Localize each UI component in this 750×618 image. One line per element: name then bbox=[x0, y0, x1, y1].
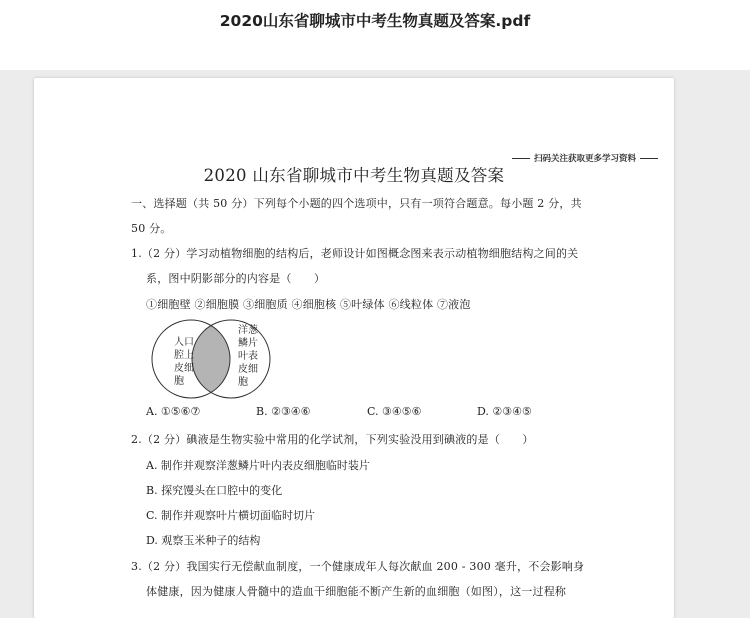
venn-left-label-1: 人口 bbox=[174, 337, 194, 348]
watermark-dash-left bbox=[512, 158, 530, 159]
document-filename: 2020山东省聊城市中考生物真题及答案.pdf bbox=[219, 12, 531, 30]
watermark-dash-right bbox=[640, 158, 658, 159]
venn-left-label-3: 皮细 bbox=[174, 363, 194, 374]
q1-stem-line1: 1.（2 分）学习动植物细胞的结构后，老师设计如图概念图来表示动植物细胞结构之间的关 bbox=[131, 247, 579, 260]
q1-option-b: B. ②③④⑥ bbox=[256, 405, 311, 418]
watermark-text: 扫码关注获取更多学习资料 bbox=[534, 154, 637, 164]
venn-left-label-4: 胞 bbox=[174, 376, 184, 387]
q1-option-d: D. ②③④⑤ bbox=[477, 405, 532, 418]
venn-right-label-2: 鳞片 bbox=[238, 338, 258, 349]
q2-stem: 2.（2 分）碘液是生物实验中常用的化学试剂，下列实验没用到碘液的是（ ） bbox=[131, 433, 534, 446]
venn-right-label-5: 胞 bbox=[238, 377, 248, 388]
venn-right-label-4: 皮细 bbox=[238, 364, 258, 375]
q3-stem-line2: 体健康，因为健康人骨髓中的造血干细胞能不断产生新的血细胞（如图），这一过程称 bbox=[146, 585, 567, 598]
q2-option-c: C. 制作并观察叶片横切面临时切片 bbox=[146, 509, 316, 522]
q1-structure-list: ①细胞壁 ②细胞膜 ③细胞质 ④细胞核 ⑤叶绿体 ⑥线粒体 ⑦液泡 bbox=[146, 298, 471, 311]
q2-option-d: D. 观察玉米种子的结构 bbox=[146, 534, 261, 547]
venn-right-label-1: 洋葱 bbox=[238, 325, 258, 336]
viewer-header bbox=[0, 0, 750, 70]
q2-option-b: B. 探究馒头在口腔中的变化 bbox=[146, 484, 283, 497]
page-title: 2020 山东省聊城市中考生物真题及答案 bbox=[203, 166, 505, 185]
q2-option-a: A. 制作并观察洋葱鳞片叶内表皮细胞临时装片 bbox=[146, 459, 370, 472]
section-instruction-line2: 50 分。 bbox=[131, 222, 172, 235]
q1-stem-line2: 系，图中阴影部分的内容是（ ） bbox=[146, 272, 326, 285]
section-instruction-line1: 一、选择题（共 50 分）下列每个小题的四个选项中，只有一项符合题意。每小题 2 分，共 bbox=[131, 197, 582, 210]
q3-stem-line1: 3.（2 分）我国实行无偿献血制度，一个健康成年人每次献血 200 - 300 毫升，不会影响身 bbox=[131, 560, 585, 573]
venn-diagram bbox=[149, 319, 274, 399]
pdf-page[interactable] bbox=[34, 78, 674, 618]
q1-option-a: A. ①⑤⑥⑦ bbox=[146, 405, 201, 418]
venn-left-label-2: 腔上 bbox=[174, 350, 194, 361]
venn-right-label-3: 叶表 bbox=[238, 351, 258, 362]
q1-option-c: C. ③④⑤⑥ bbox=[367, 405, 422, 418]
